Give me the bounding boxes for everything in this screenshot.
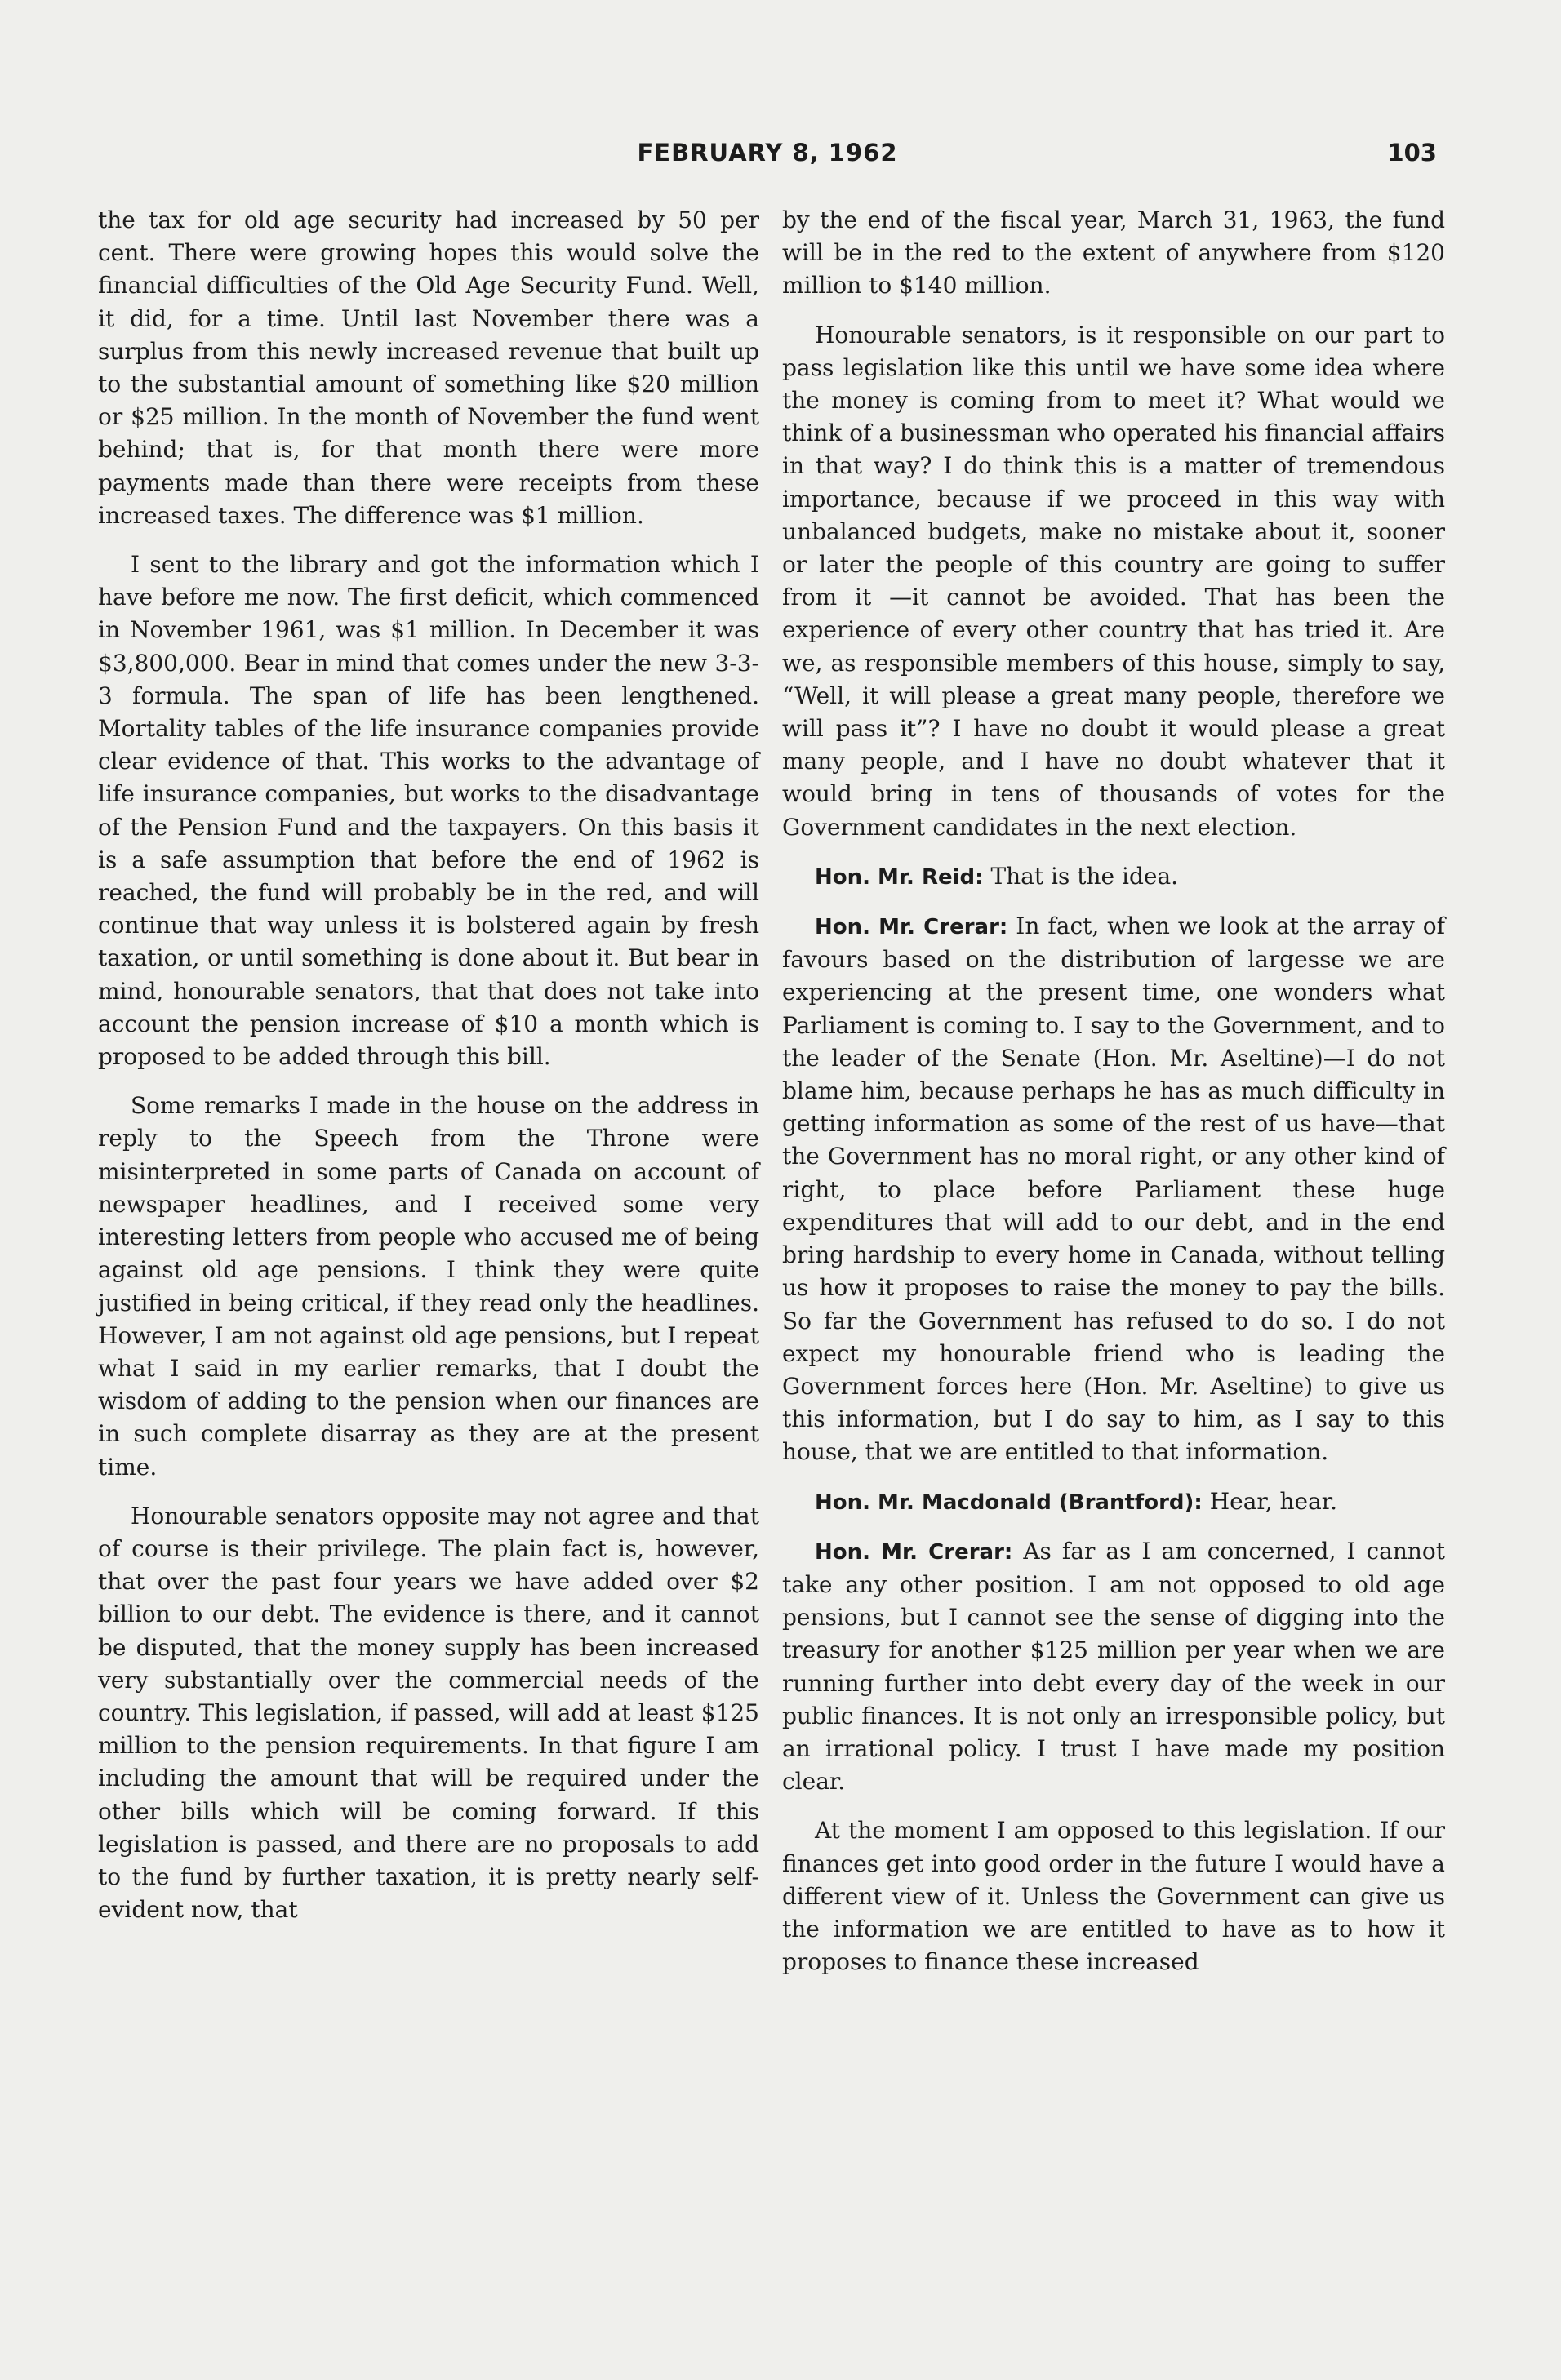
paragraph: the tax for old age security had increased by 50 per cent. There were growing hopes this would solve the financial difficulties of the Old Age Security Fund. Well, it did, for a time. Until last November there was a surplus from this newly increased revenue that built up to the substantial amount of something like $20 million or $25 million. In the month of November the fund went behind; that is, for that month there were more payments made than there were receipts from these increased taxes. The difference was $1 million. [98, 206, 759, 529]
speech-text: In fact, when we look at the array of favours based on the distribution of largesse we are experiencing at the present time, one wonders what Parliament is coming to. I say to the Government, and to the leader of the Senate (Hon. Mr. Aseltine)—I do not blame him, because perhaps he has as much difficulty in getting information as some of the rest of us have—that the Government has no moral right, or any other kind of right, to place before Parliament these huge expenditures that will add to our debt, and in the end bring hardship to every home in Canada, without telling us how it proposes to raise the money to pay the bills. So far the Government has refused to do so. I do not expect my honourable friend who is leading the Government forces here (Hon. Mr. Aseltine) to give us this information, but I do say to him, as I say to this house, that we are entitled to that information. [782, 912, 1445, 1466]
speaker-name: Hon. Mr. Crerar: [815, 915, 1008, 940]
paragraph: Some remarks I made in the house on the address in reply to the Speech from the Throne were misinterpreted in some parts of Canada on account of newspaper headlines, and I received some very interesting letters from people who accused me of being against old age pensions. I think they were quite justified in being critical, if they read only the headlines. However, I am not against old age pensions, but I repeat what I said in my earlier remarks, that I doubt the wisdom of adding to the pension when our finances are in such complete disarray as they are at the present time. [98, 1092, 759, 1481]
right-column [782, 204, 1445, 1995]
paragraph: by the end of the fiscal year, March 31, 1963, the fund will be in the red to the extent of anywhere from $120 million to $140 million. [782, 206, 1445, 300]
speaker-name: Hon. Mr. Crerar: [815, 1539, 1013, 1565]
page-date: FEBRUARY 8, 1962 [637, 139, 898, 167]
speech-crerar [782, 1535, 1445, 1799]
speaker-name: Hon. Mr. Macdonald (Brantford): [815, 1490, 1203, 1515]
speech-text: That is the idea. [990, 862, 1179, 890]
speech-crerar [782, 910, 1445, 1468]
speech-reid [782, 860, 1445, 894]
speaker-name: Hon. Mr. Reid: [815, 864, 984, 890]
paragraph: I sent to the library and got the information which I have before me now. The first deficit, which commenced in November 1961, was $1 million. In December it was $3,800,000. Bear in mind that comes under the new 3-3-3 formula. The span of life has been lengthened. Mortality tables of the life insurance companies provide clear evidence of that. This works to the advantage of life insurance companies, but works to the disadvantage of the Pension Fund and the taxpayers. On this basis it is a safe assumption that before the end of 1962 is reached, the fund will probably be in the red, and will continue that way unless it is bolstered again by fresh taxation, or until something is done about it. But bear in mind, honourable senators, that that does not take into account the pension increase of $10 a month which is proposed to be added through this bill. [98, 551, 759, 1071]
paragraph: Honourable senators opposite may not agree and that of course is their privilege. The plain fact is, however, that over the past four years we have added over $2 billion to our debt. The evidence is there, and it cannot be disputed, that the money supply has been increased very substantially over the commercial needs of the country. This legislation, if passed, will add at least $125 million to the pension requirements. In that figure I am including the amount that will be required under the other bills which will be coming forward. If this legislation is passed, and there are no proposals to add to the fund by further taxation, it is pretty nearly self-evident now, that [98, 1502, 759, 1924]
speech-text: As far as I am concerned, I cannot take any other position. I am not opposed to old age pensions, but I cannot see the sense of digging into the treasury for another $125 million per year when we are running further into debt every day of the week in our public finances. It is not only an irresponsible policy, but an irrational policy. I trust I have made my position clear. [782, 1537, 1445, 1796]
paragraph: Honourable senators, is it responsible on our part to pass legislation like this until we have some idea where the money is coming from to meet it? What would we think of a businessman who operated his financial affairs in that way? I do think this is a matter of tremendous importance, because if we proceed in this way with unbalanced budgets, make no mistake about it, sooner or later the people of this country are going to suffer from it —it cannot be avoided. That has been the experience of every other country that has tried it. Are we, as responsible members of this house, simply to say, “Well, it will please a great many people, therefore we will pass it”? I have no doubt it would please a great many people, and I have no doubt whatever that it would bring in tens of thousands of votes for the Government candidates in the next election. [782, 321, 1445, 841]
speech-text: Hear, hear. [1209, 1487, 1338, 1515]
speech-macdonald [782, 1485, 1445, 1519]
left-column [98, 204, 759, 1943]
page-header [98, 139, 1437, 180]
paragraph: At the moment I am opposed to this legislation. If our finances get into good order in the future I would have a different view of it. Unless the Government can give us the information we are entitled to have as to how it proposes to finance these increased [782, 1817, 1445, 1976]
page-number: 103 [1387, 139, 1437, 167]
